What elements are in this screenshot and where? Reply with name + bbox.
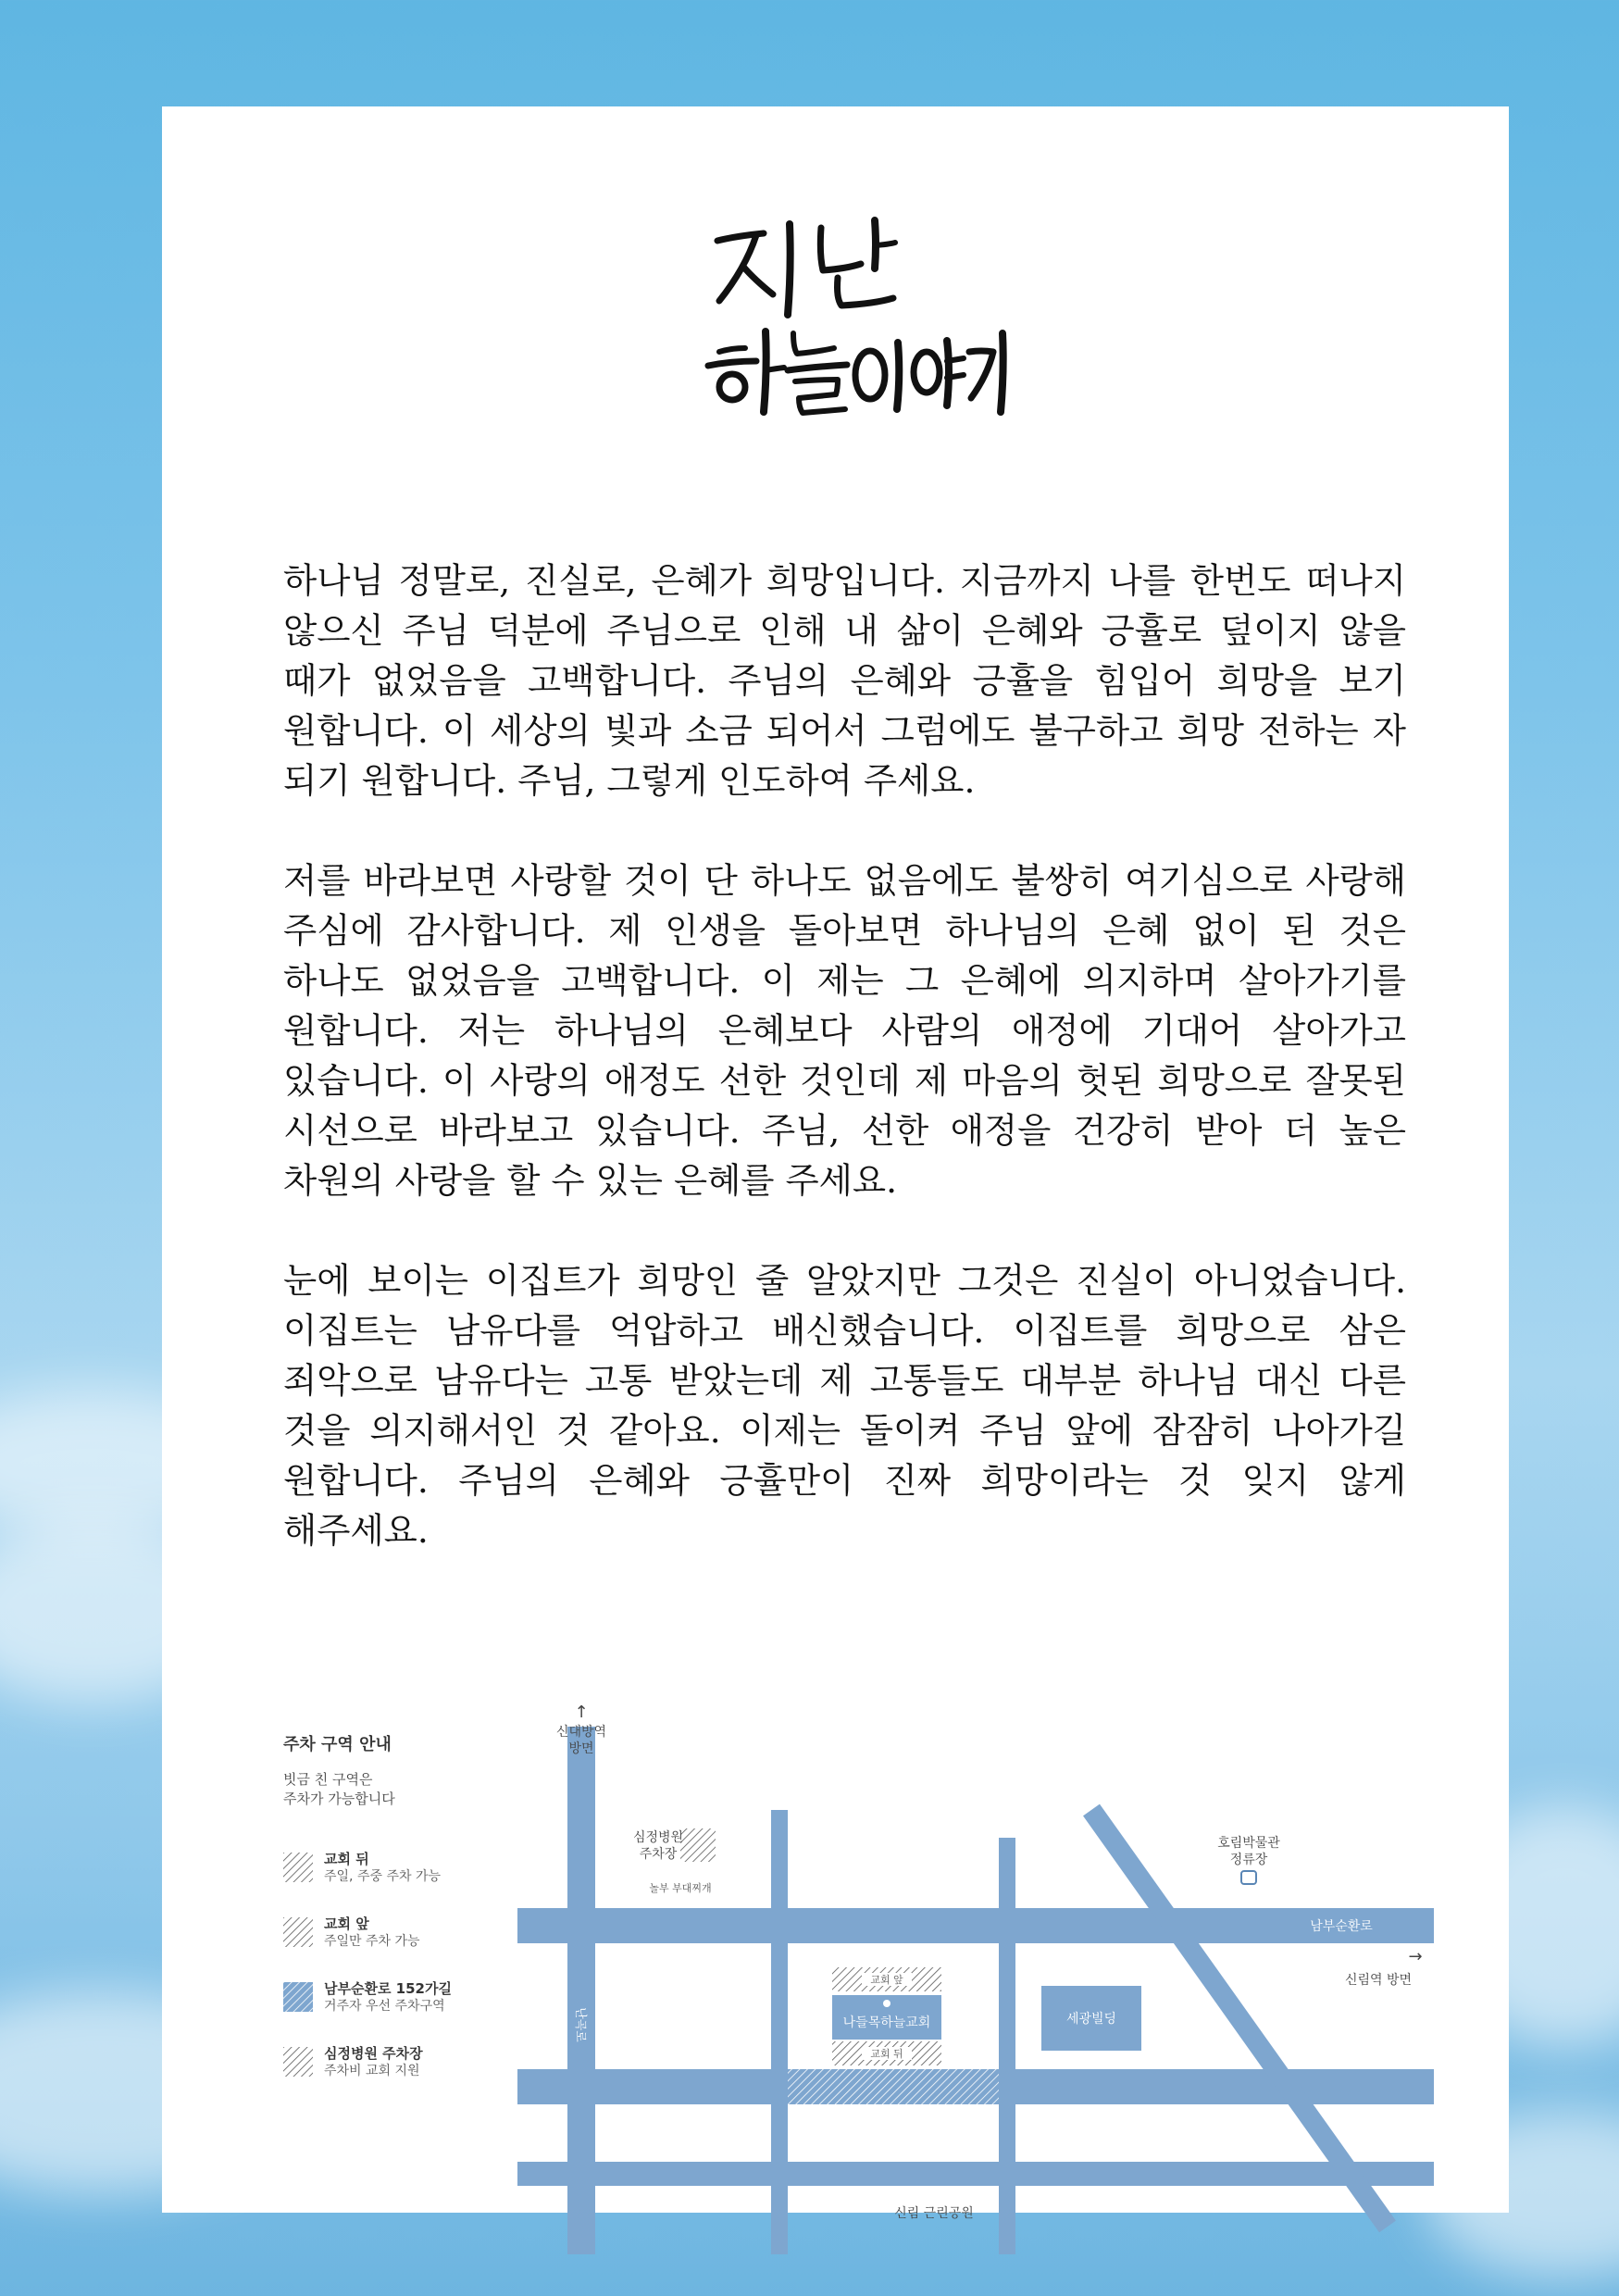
- label-sindaebang: 신대방역: [555, 1725, 607, 1740]
- paragraph: 저를 바라보면 사랑할 것이 단 하나도 없음에도 불쌍히 여기심으로 사랑해 주심에 감사합니다. 제 인생을 돌아보면 하나님의 은혜 없이 된 것은 하나도 없었음을 고백합니다. 이 제는 그 은혜에 의지하며 살아가기를 원합니다. 저는 하나님의 은혜보다 사람의 애정에 기대어 살아가고 있습니다. 이 사랑의 애정도 선한 것인데 제 마음의 헛된 희망으로 잘못된 시선으로 바라보고 있습니다. 주님, 선한 애정을 건강히 받아 더 높은 차원의 사랑을 할 수 있는 은혜를 주세요.: [283, 860, 1406, 1201]
- hatch-swatch-icon: [283, 1917, 313, 1947]
- paragraph: 하나님 정말로, 진실로, 은혜가 희망입니다. 지금까지 나를 한번도 떠나지 않으신 주님 덕분에 주님으로 인해 내 삶이 은혜와 긍휼로 덮이지 않을 때가 없었음을 고백합니다. 주님의 은혜와 긍휼을 힘입어 희망을 보기 원합니다. 이 세상의 빛과 소금 되어서 그럼에도 불구하고 희망 전하는 자 되기 원합니다. 주님, 그렇게 인도하여 주세요.: [283, 560, 1406, 801]
- label-restaurant: 놀부 부대찌개: [649, 1882, 712, 1894]
- label-church-back: 교회 뒤: [870, 2048, 903, 2060]
- road-bottom: [517, 2162, 1434, 2186]
- road-nangok: [567, 1727, 595, 2254]
- label-hospital-parking: 주차장: [639, 1847, 678, 1862]
- label-church-front: 교회 앞: [870, 1974, 903, 1986]
- legend-title: 주차 구역 안내: [283, 1735, 392, 1754]
- label-sindaebang-dir: 방면: [568, 1741, 594, 1756]
- road-middle: [771, 1810, 788, 2254]
- paragraph: 눈에 보이는 이집트가 희망인 줄 알았지만 그것은 진실이 아니었습니다. 이집트는 남유다를 억압하고 배신했습니다. 이집트를 희망으로 삼은 죄악으로 남유다는 고통 받았는데 제 고통들도 대부분 하나님 대신 다른 것을 의지해서인 것 같아요. 이제는 돌이켜 주님 앞에 잠잠히 나아가길 원합니다. 주님의 은혜와 긍휼만이 진짜 희망이라는 것 잊지 않게 해주세요.: [283, 1260, 1406, 1551]
- prayer-body: [283, 555, 1406, 1605]
- title-calligraphy: [699, 213, 1014, 435]
- road-right: [999, 1838, 1015, 2254]
- resident-parking-zone: [788, 2069, 999, 2104]
- road-nambusunhwan: [517, 1908, 1434, 1943]
- bus-icon: [1241, 1871, 1256, 1884]
- location-map: [517, 1699, 1434, 2254]
- label-nambu-road: 남부순환로: [1310, 1919, 1373, 1934]
- label-park: 신림 근린공원: [894, 2206, 974, 2221]
- arrow-up-icon: ↑: [574, 1703, 589, 1722]
- church-marker-icon: [883, 2000, 890, 2007]
- label-hospital: 심정병원: [632, 1830, 684, 1845]
- label-sillim-station: 신림역 방면: [1344, 1973, 1413, 1988]
- legend-note: 빗금 친 구역은 주차가 가능합니다: [283, 1771, 395, 1807]
- label-building: 세광빌딩: [1065, 2012, 1117, 2027]
- hatch-blue-swatch-icon: [283, 1982, 313, 2012]
- label-bus-stop: 정류장: [1229, 1853, 1268, 1867]
- label-nangok-road: 난곡로: [573, 2007, 587, 2042]
- hatch-swatch-icon: [283, 2047, 313, 2077]
- hatch-swatch-icon: [283, 1853, 313, 1882]
- legend-item-church-front: 교회 앞 주일만 주차 가능: [283, 1915, 505, 1951]
- parking-legend: [283, 1731, 505, 2109]
- legend-item-resident-parking: 남부순환로 152가길 거주자 우선 주차구역: [283, 1979, 505, 2015]
- legend-item-church-back: 교회 뒤 주일, 주중 주차 가능: [283, 1850, 505, 1886]
- arrow-right-icon: →: [1408, 1947, 1423, 1966]
- legend-item-hospital-parking: 심정병원 주차장 주차비 교회 지원: [283, 2044, 505, 2080]
- page-paper: [162, 106, 1509, 2221]
- label-church: 나들목하늘교회: [842, 2015, 931, 2030]
- hospital-parking-hatch: [680, 1828, 716, 1862]
- label-museum: 호림박물관: [1217, 1836, 1280, 1851]
